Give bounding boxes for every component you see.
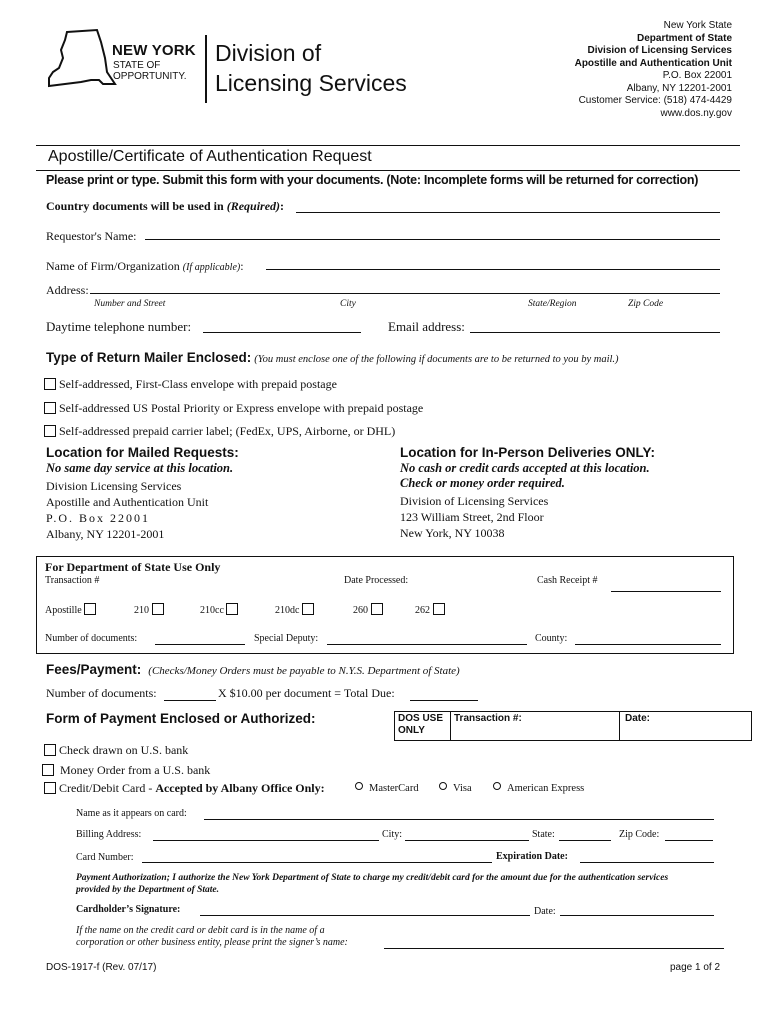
checkbox[interactable] <box>44 782 56 794</box>
county-label: County: <box>535 633 568 644</box>
card-type-visa[interactable] <box>439 782 472 794</box>
transaction-label: Transaction # <box>45 575 100 586</box>
expiration-input[interactable] <box>580 862 714 863</box>
fees-num-docs-input[interactable] <box>164 700 216 701</box>
corp-note <box>76 925 348 949</box>
address-line: Division of Licensing Services <box>587 45 732 56</box>
billing-zip-label: Zip Code: <box>619 829 660 840</box>
inperson-note1: No cash or credit cards accepted at this location. <box>400 461 650 475</box>
inperson-line: 123 William Street, 2nd Floor <box>400 510 544 524</box>
zip-sublabel: Zip Code <box>628 299 664 309</box>
dos-transaction-label: Transaction #: <box>454 713 522 724</box>
fees-note: (Checks/Money Orders must be payable to N.Y.S. Department of State) <box>148 665 460 677</box>
checkbox[interactable] <box>302 603 314 615</box>
signature-label: Cardholder’s Signature: <box>76 904 181 915</box>
radio-button[interactable] <box>355 782 363 790</box>
state-sublabel: State/Region <box>528 299 577 309</box>
address-line: Department of State <box>636 32 732 44</box>
code-label: 210 <box>134 605 149 616</box>
email-input[interactable] <box>470 332 720 333</box>
title-rule-top <box>36 145 740 146</box>
code-210[interactable] <box>134 603 167 616</box>
billing-input[interactable] <box>153 840 379 841</box>
checkbox[interactable] <box>44 378 56 390</box>
firm-label <box>46 259 244 274</box>
billing-state-label: State: <box>532 829 555 840</box>
address-line: New York State <box>663 20 732 31</box>
checkbox[interactable] <box>42 764 54 776</box>
radio-button[interactable] <box>439 782 447 790</box>
checkbox[interactable] <box>226 603 238 615</box>
code-260[interactable] <box>353 603 386 616</box>
inperson-heading: Location for In-Person Deliveries ONLY: <box>400 445 656 460</box>
mailed-heading: Location for Mailed Requests: <box>46 445 239 460</box>
total-due-input[interactable] <box>410 700 478 701</box>
mailer-heading-row <box>46 350 619 366</box>
logo-line2: STATE OF <box>113 60 161 71</box>
card-type-label: MasterCard <box>369 783 419 794</box>
email-label: Email address: <box>388 319 465 334</box>
mailer-option-label: Self-addressed, First-Class envelope with prepaid postage <box>59 377 337 391</box>
logo-line3: OPPORTUNITY. <box>113 71 187 82</box>
division-line1: Division of <box>215 40 322 66</box>
inperson-location <box>400 445 740 541</box>
checkbox[interactable] <box>84 603 96 615</box>
special-deputy-input[interactable] <box>327 644 527 645</box>
checkbox[interactable] <box>152 603 164 615</box>
state-use-title: For Department of State Use Only <box>45 560 221 574</box>
dos-date-label: Date: <box>625 713 651 724</box>
signature-input[interactable] <box>200 915 530 916</box>
firm-label-text: Name of Firm/Organization <box>46 259 180 273</box>
card-type-mastercard[interactable] <box>355 782 419 794</box>
mailed-line: Division Licensing Services <box>46 479 182 493</box>
radio-button[interactable] <box>493 782 501 790</box>
mailer-option-label: Self-addressed US Postal Priority or Express envelope with prepaid postage <box>59 401 424 415</box>
mailer-option[interactable] <box>44 424 395 439</box>
address-input[interactable] <box>90 293 720 294</box>
title-rule-bottom <box>36 170 740 171</box>
division-line2: Licensing Services <box>215 70 407 96</box>
firm-applicable: (If applicable) <box>182 262 241 273</box>
logo-line1: NEW YORK <box>112 42 196 59</box>
card-number-input[interactable] <box>142 862 492 863</box>
address-line: Customer Service: (518) 474-4429 <box>578 95 732 106</box>
date-processed-label: Date Processed: <box>344 575 409 586</box>
mailer-option[interactable] <box>44 401 423 416</box>
street-sublabel: Number and Street <box>94 299 166 309</box>
address-label: Address: <box>46 283 89 297</box>
name-on-card-input[interactable] <box>204 819 714 820</box>
code-label: 262 <box>415 605 430 616</box>
code-210dc[interactable] <box>275 603 317 616</box>
code-262[interactable] <box>415 603 448 616</box>
card-type-label: Visa <box>453 783 472 794</box>
fees-rate-text: X $10.00 per document = Total Due: <box>218 686 395 700</box>
mailer-heading: Type of Return Mailer Enclosed: <box>46 350 252 365</box>
billing-city-label: City: <box>382 829 403 840</box>
fees-heading: Fees/Payment: <box>46 662 142 677</box>
requestor-label: Requestor's Name: <box>46 229 137 243</box>
payment-authorization: Payment Authorization; I authorize the New York Department of State to charge my credit/debit card for the amount due for the authentication services provided by the Department of State. <box>76 873 669 895</box>
address-line: Albany, NY 12201-2001 <box>626 82 732 94</box>
mailed-note: No same day service at this location. <box>46 461 234 475</box>
expiration-label: Expiration Date: <box>496 851 568 862</box>
checkbox[interactable] <box>44 425 56 437</box>
mailed-line: P.O. Box 22001 <box>46 511 151 525</box>
agency-address <box>575 20 732 120</box>
payment-option-check[interactable] <box>44 743 188 758</box>
mailed-line: Albany, NY 12201-2001 <box>46 527 165 541</box>
special-deputy-label: Special Deputy: <box>254 633 319 644</box>
requestor-input[interactable] <box>145 239 720 240</box>
signer-name-input[interactable] <box>384 948 724 949</box>
mailer-option-label: Self-addressed prepaid carrier label; (FedEx, UPS, Airborne, or DHL) <box>59 424 396 438</box>
name-on-card-label: Name as it appears on card: <box>76 808 187 819</box>
firm-colon: : <box>240 259 244 273</box>
country-label <box>46 199 284 214</box>
card-type-amex[interactable] <box>493 782 584 794</box>
address-line: www.dos.ny.gov <box>660 107 732 119</box>
card-number-label: Card Number: <box>76 852 134 863</box>
code-label: 260 <box>353 605 368 616</box>
billing-zip-input[interactable] <box>665 840 713 841</box>
checkbox[interactable] <box>433 603 445 615</box>
mailer-note: (You must enclose one of the following if documents are to be returned to you by mail.) <box>254 354 619 365</box>
card-type-label: American Express <box>507 783 585 794</box>
mailed-location <box>46 445 376 542</box>
dos-use-box <box>394 711 752 741</box>
corp-note-line: corporation or other business entity, please print the signer’s name: <box>76 937 348 948</box>
code-label: 210dc <box>275 605 300 616</box>
page-number: page 1 of 2 <box>670 962 721 973</box>
signature-date-label: Date: <box>534 906 556 917</box>
inperson-note2: Check or money order required. <box>400 476 565 490</box>
logo-divider <box>205 35 207 103</box>
address-line: Apostille and Authentication Unit <box>574 57 732 69</box>
form-title: Apostille/Certificate of Authentication Request <box>48 148 372 165</box>
country-input[interactable] <box>296 212 720 213</box>
cash-receipt-label: Cash Receipt # <box>537 575 598 586</box>
inperson-line: Division of Licensing Services <box>400 494 549 508</box>
num-docs-input[interactable] <box>155 644 245 645</box>
country-label-text: Country documents will be used in <box>46 199 224 213</box>
code-label: 210cc <box>200 605 224 616</box>
signature-date-input[interactable] <box>560 915 714 916</box>
num-docs-label: Number of documents: <box>45 633 138 644</box>
payment-heading: Form of Payment Enclosed or Authorized: <box>46 711 316 726</box>
cash-receipt-input[interactable] <box>611 591 721 592</box>
card-option-prefix: Credit/Debit Card - <box>59 781 156 795</box>
mailer-option[interactable] <box>44 377 337 392</box>
inperson-line: New York, NY 10038 <box>400 526 505 540</box>
code-apostille[interactable] <box>45 603 99 616</box>
fees-heading-row <box>46 662 460 678</box>
code-210cc[interactable] <box>200 603 241 616</box>
payment-option-card[interactable] <box>44 781 325 796</box>
card-option-bold: Accepted by Albany Office Only: <box>155 781 325 795</box>
mailed-line: Apostille and Authentication Unit <box>46 495 209 509</box>
code-label: Apostille <box>45 605 82 616</box>
checkbox[interactable] <box>371 603 383 615</box>
phone-label: Daytime telephone number: <box>46 319 192 334</box>
county-input[interactable] <box>575 644 721 645</box>
payment-option-label: Check drawn on U.S. bank <box>59 743 189 757</box>
form-id: DOS-1917-f (Rev. 07/17) <box>46 962 157 973</box>
country-required: (Required) <box>226 199 281 213</box>
country-colon: : <box>280 199 285 213</box>
billing-label: Billing Address: <box>76 829 142 840</box>
checkbox[interactable] <box>44 402 56 414</box>
payment-option-money-order[interactable] <box>42 763 210 778</box>
checkbox[interactable] <box>44 744 56 756</box>
corp-note-line: If the name on the credit card or debit card is in the name of a <box>76 925 325 936</box>
address-line: P.O. Box 22001 <box>662 70 732 81</box>
city-sublabel: City <box>340 299 356 309</box>
fees-num-docs-label: Number of documents: <box>46 686 157 700</box>
dos-use-label: DOS USE ONLY <box>398 713 444 736</box>
new-york-state-outline-icon <box>45 28 117 90</box>
payment-option-label: Money Order from a U.S. bank <box>60 763 211 777</box>
billing-city-input[interactable] <box>405 840 529 841</box>
state-use-box <box>36 556 734 654</box>
phone-input[interactable] <box>203 332 361 333</box>
form-instructions: Please print or type. Submit this form with your documents. (Note: Incomplete forms will be returned for correction) <box>46 173 699 187</box>
billing-state-input[interactable] <box>559 840 611 841</box>
firm-input[interactable] <box>266 269 720 270</box>
